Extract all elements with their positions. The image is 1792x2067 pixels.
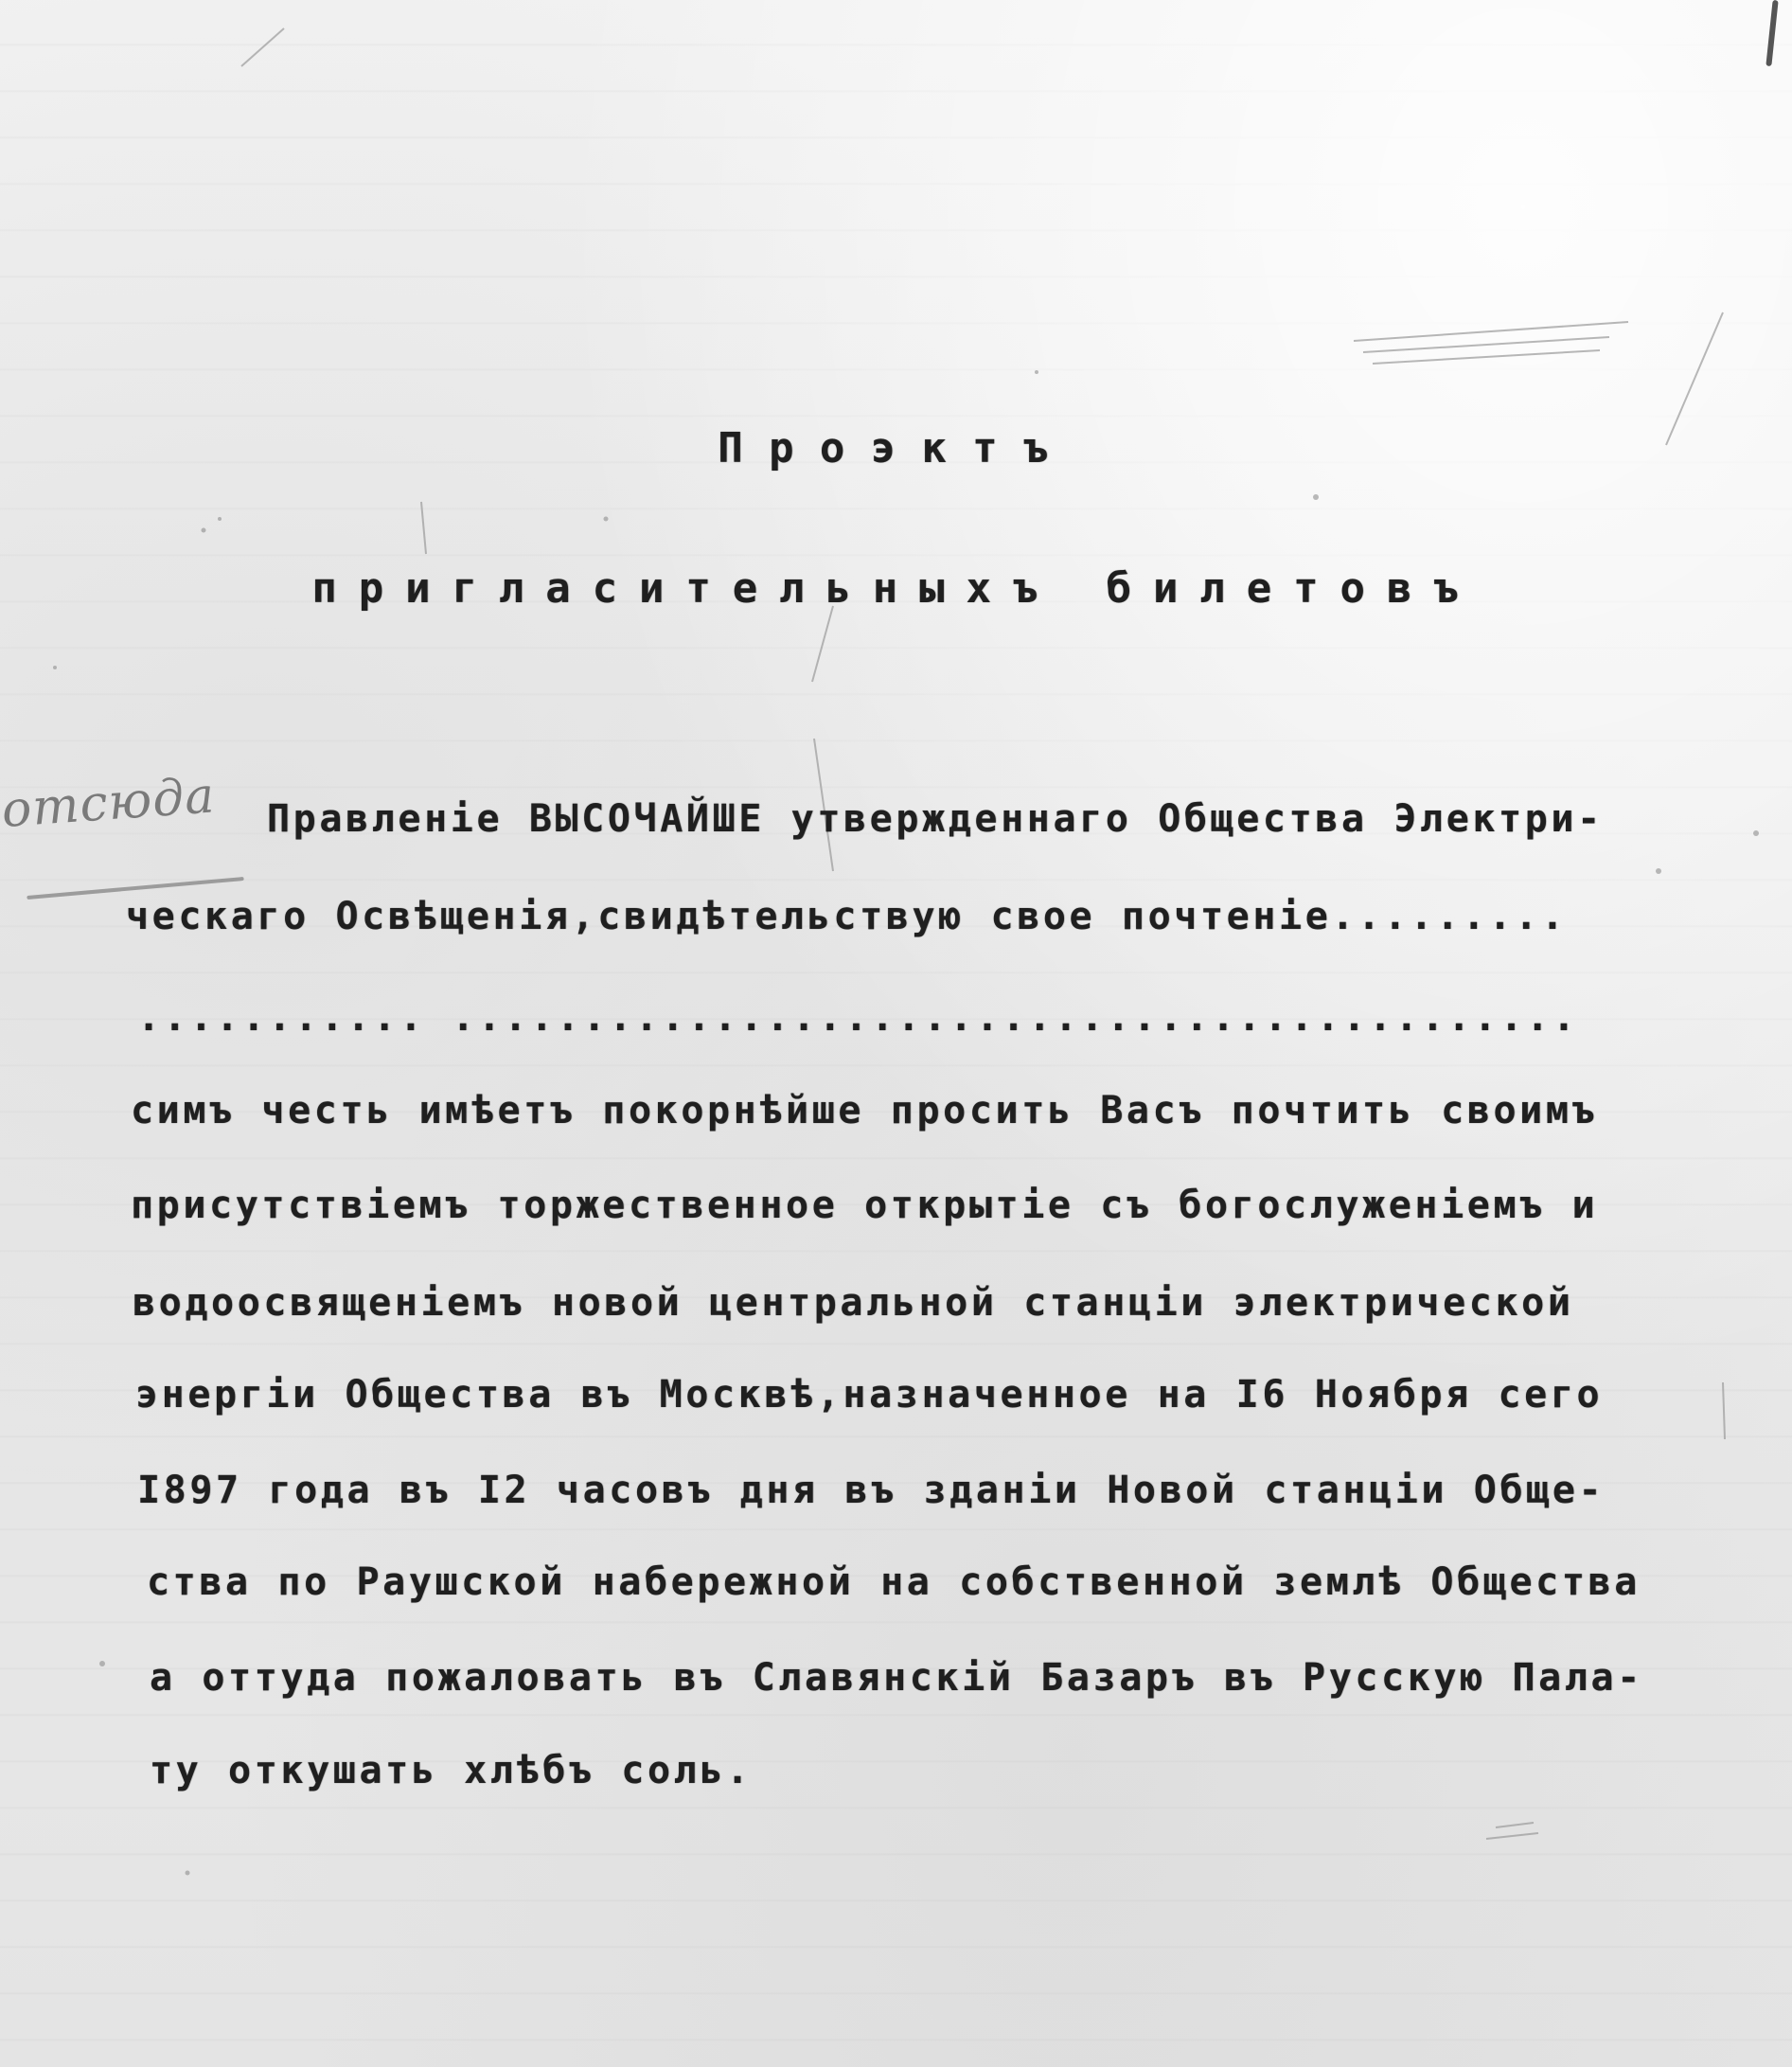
body-line-10: а оттуда пожаловать въ Славянскій Базаръ въ Русскую Пала- <box>150 1656 1643 1700</box>
body-line-1: Правленіе ВЫСОЧАЙШЕ утвержденнаго Общества Электри- <box>267 797 1604 841</box>
handwritten-margin-note: отсюда <box>0 767 218 839</box>
document-title: Проэктъ <box>718 424 1074 472</box>
body-line-11: ту откушать хлѣбъ соль. <box>150 1749 753 1792</box>
body-line-5: присутствіемъ торжественное открытіе съ богослуженіемъ и <box>131 1184 1599 1227</box>
body-line-7: энергіи Общества въ Москвѣ,назначенное на I6 Ноября сего <box>135 1373 1604 1417</box>
body-line-3: ........... ........................................... <box>137 996 1579 1040</box>
body-line-4: симъ честь имѣетъ покорнѣйше просить Васъ почтить своимъ <box>131 1089 1599 1132</box>
body-line-2: ческаго Освѣщенія,свидѣтельствую свое почтеніе......... <box>126 895 1568 938</box>
body-line-9: ства по Раушской набережной на собственной землѣ Общества <box>147 1560 1641 1604</box>
body-line-8: I897 года въ I2 часовъ дня въ зданіи Новой станціи Обще- <box>137 1469 1606 1512</box>
document-subtitle: пригласительныхъ билетовъ <box>311 564 1481 613</box>
body-line-6: водоосвященіемъ новой центральной станціи электрической <box>133 1281 1574 1325</box>
